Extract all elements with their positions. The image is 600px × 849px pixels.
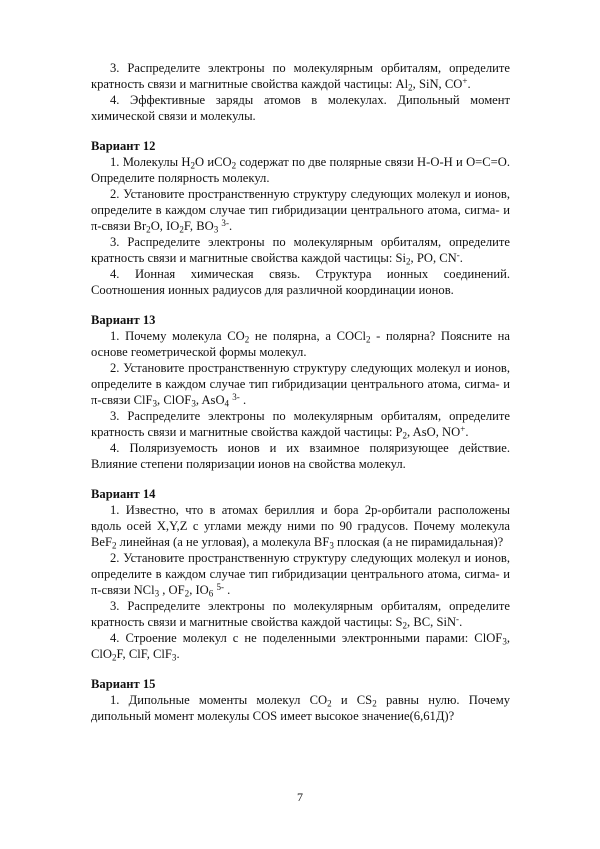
text-run: 2. Установите пространственную структуру следующих молекул и ионов, определите в каждом случае тип гибридизации центрального атома, сигма- и π-связи ClF bbox=[91, 361, 510, 407]
text-run: 1. Молекулы H bbox=[110, 155, 191, 169]
text-run: . bbox=[465, 425, 469, 439]
text-run: , ClOF bbox=[157, 393, 192, 407]
superscript: + bbox=[460, 423, 466, 434]
subscript: 2 bbox=[146, 224, 151, 235]
text-run: Вариант 13 bbox=[91, 313, 156, 327]
subscript: 2 bbox=[365, 334, 371, 345]
text-run: F, ClF, ClF bbox=[116, 647, 172, 661]
task-item bbox=[91, 186, 510, 234]
task-item bbox=[91, 630, 510, 662]
text-run: . bbox=[459, 251, 463, 265]
subscript: 2 bbox=[244, 334, 250, 345]
text-run: - полярна? Поясните на основе геометрической формы молекул. bbox=[91, 329, 510, 359]
subscript: 2 bbox=[402, 430, 408, 441]
variant-heading bbox=[91, 312, 510, 328]
task-item bbox=[91, 92, 510, 124]
superscript: - bbox=[456, 249, 460, 260]
subscript: 3 bbox=[502, 636, 507, 647]
text-run: , OF bbox=[159, 583, 185, 597]
subscript: 3 bbox=[154, 588, 160, 599]
text-run: , AsO bbox=[195, 393, 225, 407]
task-item bbox=[91, 598, 510, 630]
text-run: . bbox=[239, 393, 247, 407]
superscript: 3- bbox=[232, 391, 240, 402]
task-item bbox=[91, 550, 510, 598]
text-run: линейная (а не угловая), а молекула BF bbox=[116, 535, 330, 549]
text-run: не полярна, а COCl bbox=[249, 329, 366, 343]
text-run: O иCO bbox=[195, 155, 232, 169]
text-run: 1. Дипольные моменты молекул CO bbox=[110, 693, 328, 707]
text-run: 3. Распределите электроны по молекулярным орбиталям, определите кратность связи и магнитные свойства каждой частицы: Si bbox=[91, 235, 510, 265]
text-run: плоская (а не пирамидальная)? bbox=[333, 535, 504, 549]
task-item bbox=[91, 154, 510, 186]
text-run: 4. Строение молекул с не поделенными электронными парами: ClOF bbox=[110, 631, 503, 645]
subscript: 3 bbox=[213, 224, 219, 235]
task-item bbox=[91, 692, 510, 724]
section-spacer bbox=[91, 124, 510, 138]
subscript: 6 bbox=[208, 588, 214, 599]
subscript: 2 bbox=[372, 698, 377, 709]
text-run: и CS bbox=[331, 693, 373, 707]
subscript: 3 bbox=[329, 540, 334, 551]
text-run: . bbox=[467, 77, 471, 91]
variant-heading bbox=[91, 676, 510, 692]
text-run: , IO bbox=[189, 583, 209, 597]
variant-heading bbox=[91, 138, 510, 154]
text-run: , PO, CN bbox=[410, 251, 457, 265]
text-run: . bbox=[459, 615, 463, 629]
subscript: 2 bbox=[408, 82, 413, 93]
subscript: 2 bbox=[179, 224, 184, 235]
subscript: 2 bbox=[231, 160, 237, 171]
text-run: 4. Поляризуемость ионов и их взаимное поляризующее действие. Влияние степени поляризации ионов на свойства молекул. bbox=[91, 441, 510, 471]
text-run: O, IO bbox=[150, 219, 180, 233]
text-run: 1. Известно, что в атомах бериллия и бора 2р-орбитали расположены вдоль осей X,Y,Z с углами между ними по 90 градусов. Почему молекула BeF bbox=[91, 503, 510, 549]
text-run: содержат по две полярные связи H-O-H и O=C=O. Определите полярность молекул. bbox=[91, 155, 511, 185]
subscript: 2 bbox=[327, 698, 332, 709]
text-run: 3. Распределите электроны по молекулярным орбиталям, определите кратность связи и магнитные свойства каждой частицы: Al bbox=[91, 61, 510, 91]
superscript: 3- bbox=[221, 217, 229, 228]
text-run: Вариант 15 bbox=[91, 677, 156, 691]
task-item bbox=[91, 266, 510, 298]
text-run: Вариант 14 bbox=[91, 487, 156, 501]
subscript: 2 bbox=[112, 540, 117, 551]
task-item bbox=[91, 408, 510, 440]
section-spacer bbox=[91, 662, 510, 676]
subscript: 3 bbox=[191, 398, 196, 409]
page-number: 7 bbox=[297, 790, 303, 804]
text-run: 4. Ионная химическая связь. Структура ионных соединений. Соотношения ионных радиусов для различной координации ионов. bbox=[91, 267, 510, 297]
subscript: 2 bbox=[184, 588, 190, 599]
text-run: , SiN, CO bbox=[412, 77, 463, 91]
text-run: 3. Распределите электроны по молекулярным орбиталям, определите кратность связи и магнитные свойства каждой частицы: P bbox=[91, 409, 510, 439]
task-item bbox=[91, 234, 510, 266]
variant-heading bbox=[91, 486, 510, 502]
text-run: . bbox=[228, 219, 233, 233]
text-run: , BC, SiN bbox=[407, 615, 457, 629]
text-run: 1. Почему молекула CO bbox=[110, 329, 245, 343]
task-item bbox=[91, 328, 510, 360]
task-item bbox=[91, 440, 510, 472]
subscript: 4 bbox=[224, 398, 230, 409]
superscript: 5- bbox=[216, 581, 225, 592]
subscript: 2 bbox=[402, 620, 408, 631]
task-item bbox=[91, 502, 510, 550]
text-run: , AsO, NO bbox=[407, 425, 461, 439]
superscript: + bbox=[462, 75, 468, 86]
text-run: . bbox=[224, 583, 231, 597]
text-run: 2. Установите пространственную структуру следующих молекул и ионов, определите в каждом случае тип гибридизации центрального атома, сигма- и π-связи Br bbox=[91, 187, 510, 233]
text-run: F, BO bbox=[183, 219, 214, 233]
subscript: 3 bbox=[152, 398, 158, 409]
subscript: 3 bbox=[171, 652, 177, 663]
text-run: 4. Эффективные заряды атомов в молекулах. Дипольный момент химической связи и молекулы. bbox=[91, 93, 510, 123]
text-run: . bbox=[176, 647, 180, 661]
task-item bbox=[91, 360, 510, 408]
text-run: Вариант 12 bbox=[91, 139, 156, 153]
subscript: 2 bbox=[112, 652, 117, 663]
text-run: 3. Распределите электроны по молекулярным орбиталям, определите кратность связи и магнитные свойства каждой частицы: S bbox=[91, 599, 510, 629]
text-run: 2. Установите пространственную структуру следующих молекул и ионов, определите в каждом случае тип гибридизации центрального атома, сигма- и π-связи NCl bbox=[91, 551, 510, 597]
subscript: 2 bbox=[190, 160, 195, 171]
section-spacer bbox=[91, 472, 510, 486]
document-body bbox=[91, 60, 510, 724]
subscript: 2 bbox=[406, 256, 411, 267]
task-item bbox=[91, 60, 510, 92]
text-run: , ClO bbox=[91, 631, 510, 661]
section-spacer bbox=[91, 298, 510, 312]
superscript: - bbox=[456, 613, 460, 624]
text-run: равны нулю. Почему дипольный момент молекулы COS имеет высокое значение(6,61Д)? bbox=[91, 693, 511, 723]
